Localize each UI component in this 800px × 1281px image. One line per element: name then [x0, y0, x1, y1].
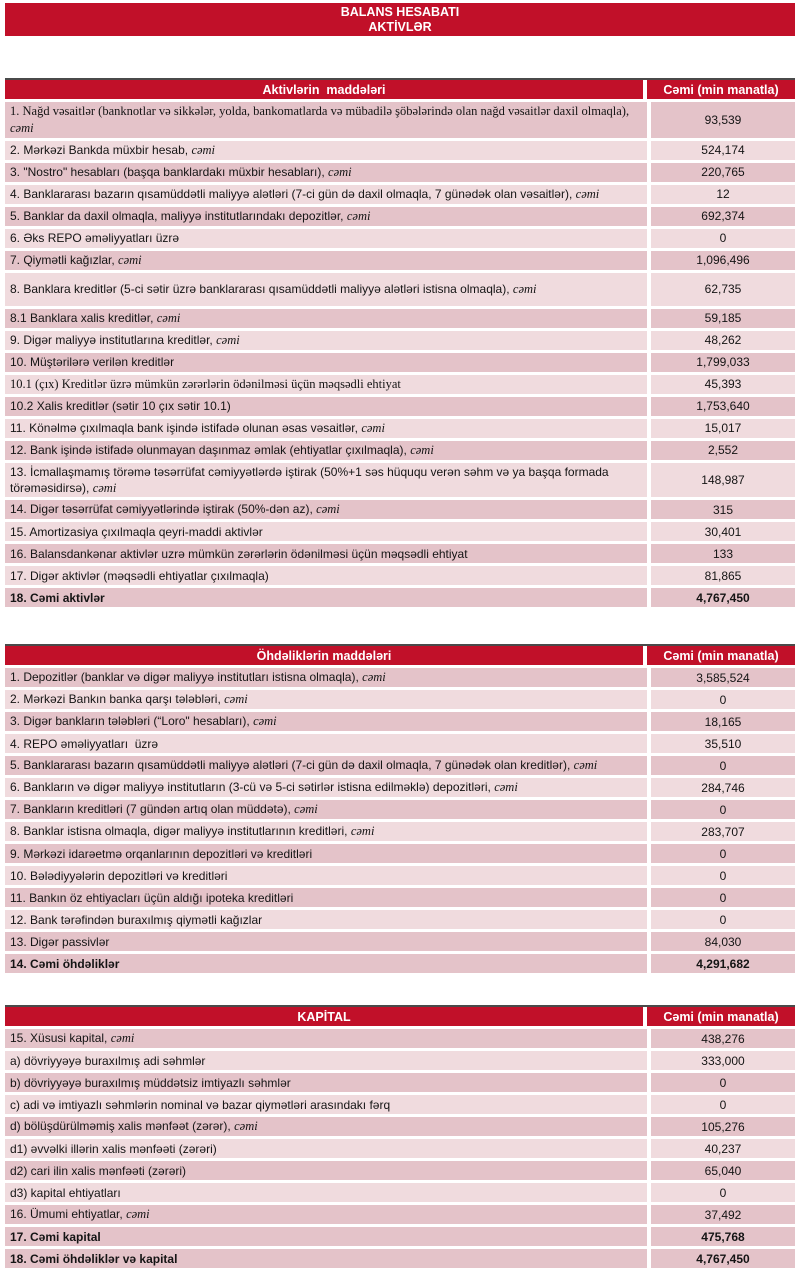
row-label — [5, 844, 647, 863]
row-label-text: 13. İcmallaşmamış törəmə təsərrüfat cəmiyyətlərdə iştirak (50%+1 səs hüququ verən səhm və ya başqa formada törəməsidirsə), — [10, 464, 612, 495]
row-label — [5, 419, 647, 438]
table-row — [5, 522, 795, 541]
row-label-text: 10. Müştərilərə verilən kreditlər — [10, 354, 175, 369]
row-label-text: 4. Banklararası bazarın qısamüddətli maliyyə alətləri (7-ci gün də daxil olmaqla, 7 günədək olan vəsaitlər), — [10, 186, 573, 201]
row-label — [5, 163, 647, 182]
table-row — [5, 1205, 795, 1224]
row-value: 0 — [651, 910, 795, 929]
row-label-suffix: cəmi — [362, 670, 386, 685]
row-label — [5, 1073, 647, 1092]
column-header-total: Cəmi (min manatla) — [647, 1007, 795, 1026]
row-value: 48,262 — [651, 331, 795, 350]
row-label-suffix: cəmi — [294, 802, 318, 817]
table-row — [5, 1073, 795, 1092]
row-label-suffix: cəmi — [512, 281, 537, 296]
row-label — [5, 822, 647, 841]
row-label-text: 10.1 (çıx) Kreditlər üzrə mümkün zərərlərin ödənilməsi üçün məqsədli ehtiyat — [10, 376, 401, 391]
row-value: 0 — [651, 756, 795, 775]
row-label — [5, 712, 647, 731]
page-title-line2: AKTİVLƏR — [368, 20, 432, 34]
row-value: 0 — [651, 1095, 795, 1114]
assets-table-rows — [5, 102, 795, 607]
row-label-text: b) dövriyyəyə buraxılmış müddətsiz imtiyazlı səhmlər — [10, 1075, 291, 1090]
row-label — [5, 1205, 647, 1224]
row-label-text: 14. Cəmi öhdəliklər — [10, 956, 120, 971]
row-value: 81,865 — [651, 566, 795, 585]
row-label-suffix: cəmi — [350, 824, 375, 839]
row-label — [5, 185, 647, 204]
table-row — [5, 1029, 795, 1048]
table-row — [5, 331, 795, 350]
table-row — [5, 778, 795, 797]
table-row — [5, 822, 795, 841]
row-label — [5, 251, 647, 270]
row-value: 1,753,640 — [651, 397, 795, 416]
row-label-text: 10. Bələdiyyələrin depozitləri və kreditləri — [10, 868, 228, 883]
row-value: 0 — [651, 1183, 795, 1202]
row-label-text: 8. Banklar istisna olmaqla, digər maliyyə institutlarının kreditləri, — [10, 824, 348, 839]
row-label — [5, 331, 647, 350]
row-value: 315 — [651, 500, 795, 519]
row-label-text: 16. Ümumi ehtiyatlar, — [10, 1207, 123, 1222]
table-row — [5, 910, 795, 929]
row-value: 3,585,524 — [651, 668, 795, 687]
row-label-suffix: cəmi — [234, 1119, 258, 1134]
table-row — [5, 756, 795, 775]
row-label-text: 8.1 Banklara xalis kreditlər, — [10, 310, 154, 325]
table-row — [5, 185, 795, 204]
row-label-text: 6. Bankların və digər maliyyə institutların (3-cü və 5-ci sətirlər istisna edilməklə) depozitləri, — [10, 780, 491, 795]
row-label-text: d) bölüşdürülməmiş xalis mənfəət (zərər), — [10, 1119, 231, 1134]
row-value: 0 — [651, 1073, 795, 1092]
row-label-text: 9. Mərkəzi idarəetmə orqanlarının depozitləri və kreditləri — [10, 846, 313, 861]
row-label — [5, 1051, 647, 1070]
row-label-suffix: cəmi — [224, 692, 248, 707]
row-label-text: d2) cari ilin xalis mənfəəti (zərəri) — [10, 1163, 187, 1178]
row-label — [5, 588, 647, 607]
row-label-text: 5. Banklar da daxil olmaqla, maliyyə institutlarındakı depozitlər, — [10, 208, 344, 223]
row-label — [5, 273, 647, 306]
table-row — [5, 441, 795, 460]
table-row — [5, 463, 795, 498]
column-header-total: Cəmi (min manatla) — [647, 80, 795, 99]
capital-table-header — [5, 1007, 795, 1026]
row-label — [5, 102, 647, 138]
row-label-text: a) dövriyyəyə buraxılmış adi səhmlər — [10, 1053, 206, 1068]
row-label-text: 7. Bankların kreditləri (7 gündən artıq olan müddətə), — [10, 802, 291, 817]
row-label-text: d3) kapital ehtiyatları — [10, 1185, 121, 1200]
row-label-text: 12. Bank tərəfindən buraxılmış qiymətli kağızlar — [10, 912, 263, 927]
row-label — [5, 566, 647, 585]
row-label — [5, 1227, 647, 1246]
row-label-suffix: cəmi — [118, 252, 142, 267]
table-row — [5, 734, 795, 753]
row-label — [5, 1139, 647, 1158]
row-label-text: 6. Əks REPO əməliyyatları üzrə — [10, 230, 180, 245]
table-row — [5, 419, 795, 438]
row-label — [5, 866, 647, 885]
table-row — [5, 712, 795, 731]
row-value: 133 — [651, 544, 795, 563]
page-title-line1: BALANS HESABATI — [340, 5, 460, 19]
row-label — [5, 778, 647, 797]
table-row — [5, 1161, 795, 1180]
row-label-suffix: cəmi — [346, 208, 371, 223]
row-value: 65,040 — [651, 1161, 795, 1180]
row-label-suffix: cəmi — [573, 758, 598, 773]
table-row — [5, 888, 795, 907]
row-label-text: 17. Cəmi kapital — [10, 1229, 101, 1244]
row-label-suffix: cəmi — [10, 120, 34, 135]
table-row — [5, 800, 795, 819]
row-label — [5, 756, 647, 775]
row-value: 45,393 — [651, 375, 795, 394]
row-label-text: 18. Cəmi aktivlər — [10, 590, 105, 605]
row-value: 15,017 — [651, 419, 795, 438]
row-value: 0 — [651, 866, 795, 885]
table-row — [5, 668, 795, 687]
table-row — [5, 866, 795, 885]
table-row — [5, 1249, 795, 1268]
table-row — [5, 690, 795, 709]
row-label-text: 3. "Nostro" hesabları (başqa banklardakı müxbir hesabları), — [10, 164, 325, 179]
row-label — [5, 1183, 647, 1202]
row-value: 12 — [651, 185, 795, 204]
row-value: 35,510 — [651, 734, 795, 753]
row-value: 0 — [651, 229, 795, 248]
row-label — [5, 1161, 647, 1180]
table-row — [5, 1051, 795, 1070]
title-bar — [5, 3, 795, 36]
row-label — [5, 910, 647, 929]
row-label-suffix: cəmi — [328, 164, 352, 179]
row-label-text: 2. Mərkəzi Bankda müxbir hesab, — [10, 142, 189, 157]
row-label-text: 5. Banklararası bazarın qısamüddətli maliyyə alətləri (7-ci gün də daxil olmaqla, 7 günədək olan kreditlər), — [10, 758, 571, 773]
row-label-text: 10.2 Xalis kreditlər (sətir 10 çıx sətir 10.1) — [10, 398, 231, 413]
table-row — [5, 273, 795, 306]
row-value: 18,165 — [651, 712, 795, 731]
row-label-text: 1. Depozitlər (banklar və digər maliyyə institutları istisna olmaqla), — [10, 670, 359, 685]
row-value: 30,401 — [651, 522, 795, 541]
row-value: 1,799,033 — [651, 353, 795, 372]
table-row — [5, 954, 795, 973]
table-row — [5, 844, 795, 863]
row-value: 4,767,450 — [651, 588, 795, 607]
row-label-suffix: cəmi — [316, 502, 340, 517]
table-row — [5, 141, 795, 160]
row-label — [5, 375, 647, 394]
row-label-text: 8. Banklara kreditlər (5-ci sətir üzrə banklararası qısamüddətli maliyyə alətləri istisna olmaqla), — [10, 281, 510, 296]
row-label — [5, 954, 647, 973]
table-row — [5, 1117, 795, 1136]
column-header-items: Öhdəliklərin maddələri — [5, 646, 643, 665]
row-value: 220,765 — [651, 163, 795, 182]
table-row — [5, 544, 795, 563]
row-label-suffix: cəmi — [253, 714, 277, 729]
row-value: 0 — [651, 800, 795, 819]
row-label — [5, 1095, 647, 1114]
table-row — [5, 309, 795, 328]
row-label — [5, 668, 647, 687]
row-label-text: 14. Digər təsərrüfat cəmiyyətlərində iştirak (50%-dən az), — [10, 502, 313, 517]
table-row — [5, 566, 795, 585]
row-value: 1,096,496 — [651, 251, 795, 270]
row-value: 84,030 — [651, 932, 795, 951]
row-label — [5, 734, 647, 753]
row-label-text: 4. REPO əməliyyatları üzrə — [10, 736, 159, 751]
table-row — [5, 229, 795, 248]
row-label — [5, 463, 647, 498]
row-label — [5, 1117, 647, 1136]
table-row — [5, 500, 795, 519]
table-row — [5, 251, 795, 270]
row-label-suffix: cəmi — [191, 142, 216, 157]
row-value: 0 — [651, 888, 795, 907]
row-label-text: 15. Amortizasiya çıxılmaqla qeyri-maddi aktivlər — [10, 524, 263, 539]
row-label-text: 16. Balansdankənar aktivlər uzrə mümkün zərərlərin ödənilməsi üçün məqsədli ehtiyat — [10, 546, 468, 561]
row-value: 692,374 — [651, 207, 795, 226]
row-value: 105,276 — [651, 1117, 795, 1136]
row-label-suffix: cəmi — [361, 420, 385, 435]
row-label — [5, 800, 647, 819]
assets-table-header — [5, 80, 795, 99]
row-label — [5, 353, 647, 372]
row-label — [5, 690, 647, 709]
row-value: 284,746 — [651, 778, 795, 797]
row-value: 524,174 — [651, 141, 795, 160]
table-row — [5, 1095, 795, 1114]
row-label-text: c) adi və imtiyazlı səhmlərin nominal və bazar qiymətləri arasındakı fərq — [10, 1097, 391, 1112]
row-label-text: 12. Bank işində istifadə olunmayan daşınmaz əmlak (ehtiyatlar çıxılmaqla), — [10, 442, 407, 457]
row-value: 475,768 — [651, 1227, 795, 1246]
table-row — [5, 1227, 795, 1246]
row-label — [5, 441, 647, 460]
table-row — [5, 163, 795, 182]
table-row — [5, 353, 795, 372]
capital-table — [5, 1005, 795, 1268]
row-value: 37,492 — [651, 1205, 795, 1224]
row-value: 59,185 — [651, 309, 795, 328]
table-row — [5, 102, 795, 138]
column-header-items: Aktivlərin maddələri — [5, 80, 643, 99]
row-value: 4,291,682 — [651, 954, 795, 973]
column-header-items: KAPİTAL — [5, 1007, 643, 1026]
row-label-text: 9. Digər maliyyə institutlarına kreditlər, — [10, 332, 213, 347]
liabilities-table — [5, 644, 795, 973]
row-label-suffix: cəmi — [410, 442, 434, 457]
row-label-suffix: cəmi — [156, 310, 181, 325]
row-label-text: 11. Könəlmə çıxılmaqla bank işində istifadə olunan əsas vəsaitlər, — [10, 420, 358, 435]
row-label-text: 11. Bankın öz ehtiyacları üçün aldığı ipoteka kreditləri — [10, 890, 294, 905]
assets-table — [5, 78, 795, 607]
row-label — [5, 397, 647, 416]
row-label-text: d1) əvvəlki illərin xalis mənfəəti (zərəri) — [10, 1141, 217, 1156]
row-label-text: 2. Mərkəzi Bankın banka qarşı tələbləri, — [10, 692, 221, 707]
row-label — [5, 522, 647, 541]
row-value: 148,987 — [651, 463, 795, 498]
row-label — [5, 1029, 647, 1048]
capital-table-rows — [5, 1029, 795, 1268]
row-value: 0 — [651, 690, 795, 709]
row-label-suffix: cəmi — [110, 1031, 135, 1046]
table-row — [5, 588, 795, 607]
liabilities-table-header — [5, 646, 795, 665]
row-value: 0 — [651, 844, 795, 863]
table-row — [5, 932, 795, 951]
row-value: 62,735 — [651, 273, 795, 306]
row-label-text: 13. Digər passivlər — [10, 934, 110, 949]
row-value: 438,276 — [651, 1029, 795, 1048]
row-label-text: 7. Qiymətli kağızlar, — [10, 252, 115, 267]
row-value: 283,707 — [651, 822, 795, 841]
row-label-text: 17. Digər aktivlər (məqsədli ehtiyatlar çıxılmaqla) — [10, 568, 269, 583]
row-label — [5, 544, 647, 563]
row-value: 93,539 — [651, 102, 795, 138]
row-label-suffix: cəmi — [126, 1207, 150, 1222]
row-label-suffix: cəmi — [575, 186, 600, 201]
row-label-text: 15. Xüsusi kapital, — [10, 1031, 108, 1046]
table-row — [5, 207, 795, 226]
row-label — [5, 888, 647, 907]
row-value: 2,552 — [651, 441, 795, 460]
row-value: 4,767,450 — [651, 1249, 795, 1268]
row-label — [5, 229, 647, 248]
row-label-suffix: cəmi — [494, 780, 518, 795]
row-label-suffix: cəmi — [216, 332, 240, 347]
liabilities-table-rows — [5, 668, 795, 973]
row-label — [5, 1249, 647, 1268]
row-label — [5, 141, 647, 160]
row-label-suffix: cəmi — [92, 480, 117, 495]
row-label-text: 3. Digər bankların tələbləri (“Loro" hesabları), — [10, 714, 250, 729]
row-label — [5, 207, 647, 226]
row-label-text: 18. Cəmi öhdəliklər və kapital — [10, 1251, 178, 1266]
table-row — [5, 397, 795, 416]
table-row — [5, 375, 795, 394]
row-label — [5, 500, 647, 519]
row-value: 333,000 — [651, 1051, 795, 1070]
row-label — [5, 309, 647, 328]
row-label-text: 1. Nağd vəsaitlər (banknotlar və sikkələr, yolda, bankomatlarda və mübadilə şöbələrində olan nağd vəsaitlər daxil olmaqla), — [10, 104, 630, 118]
row-value: 40,237 — [651, 1139, 795, 1158]
table-row — [5, 1183, 795, 1202]
column-header-total: Cəmi (min manatla) — [647, 646, 795, 665]
row-label — [5, 932, 647, 951]
table-row — [5, 1139, 795, 1158]
